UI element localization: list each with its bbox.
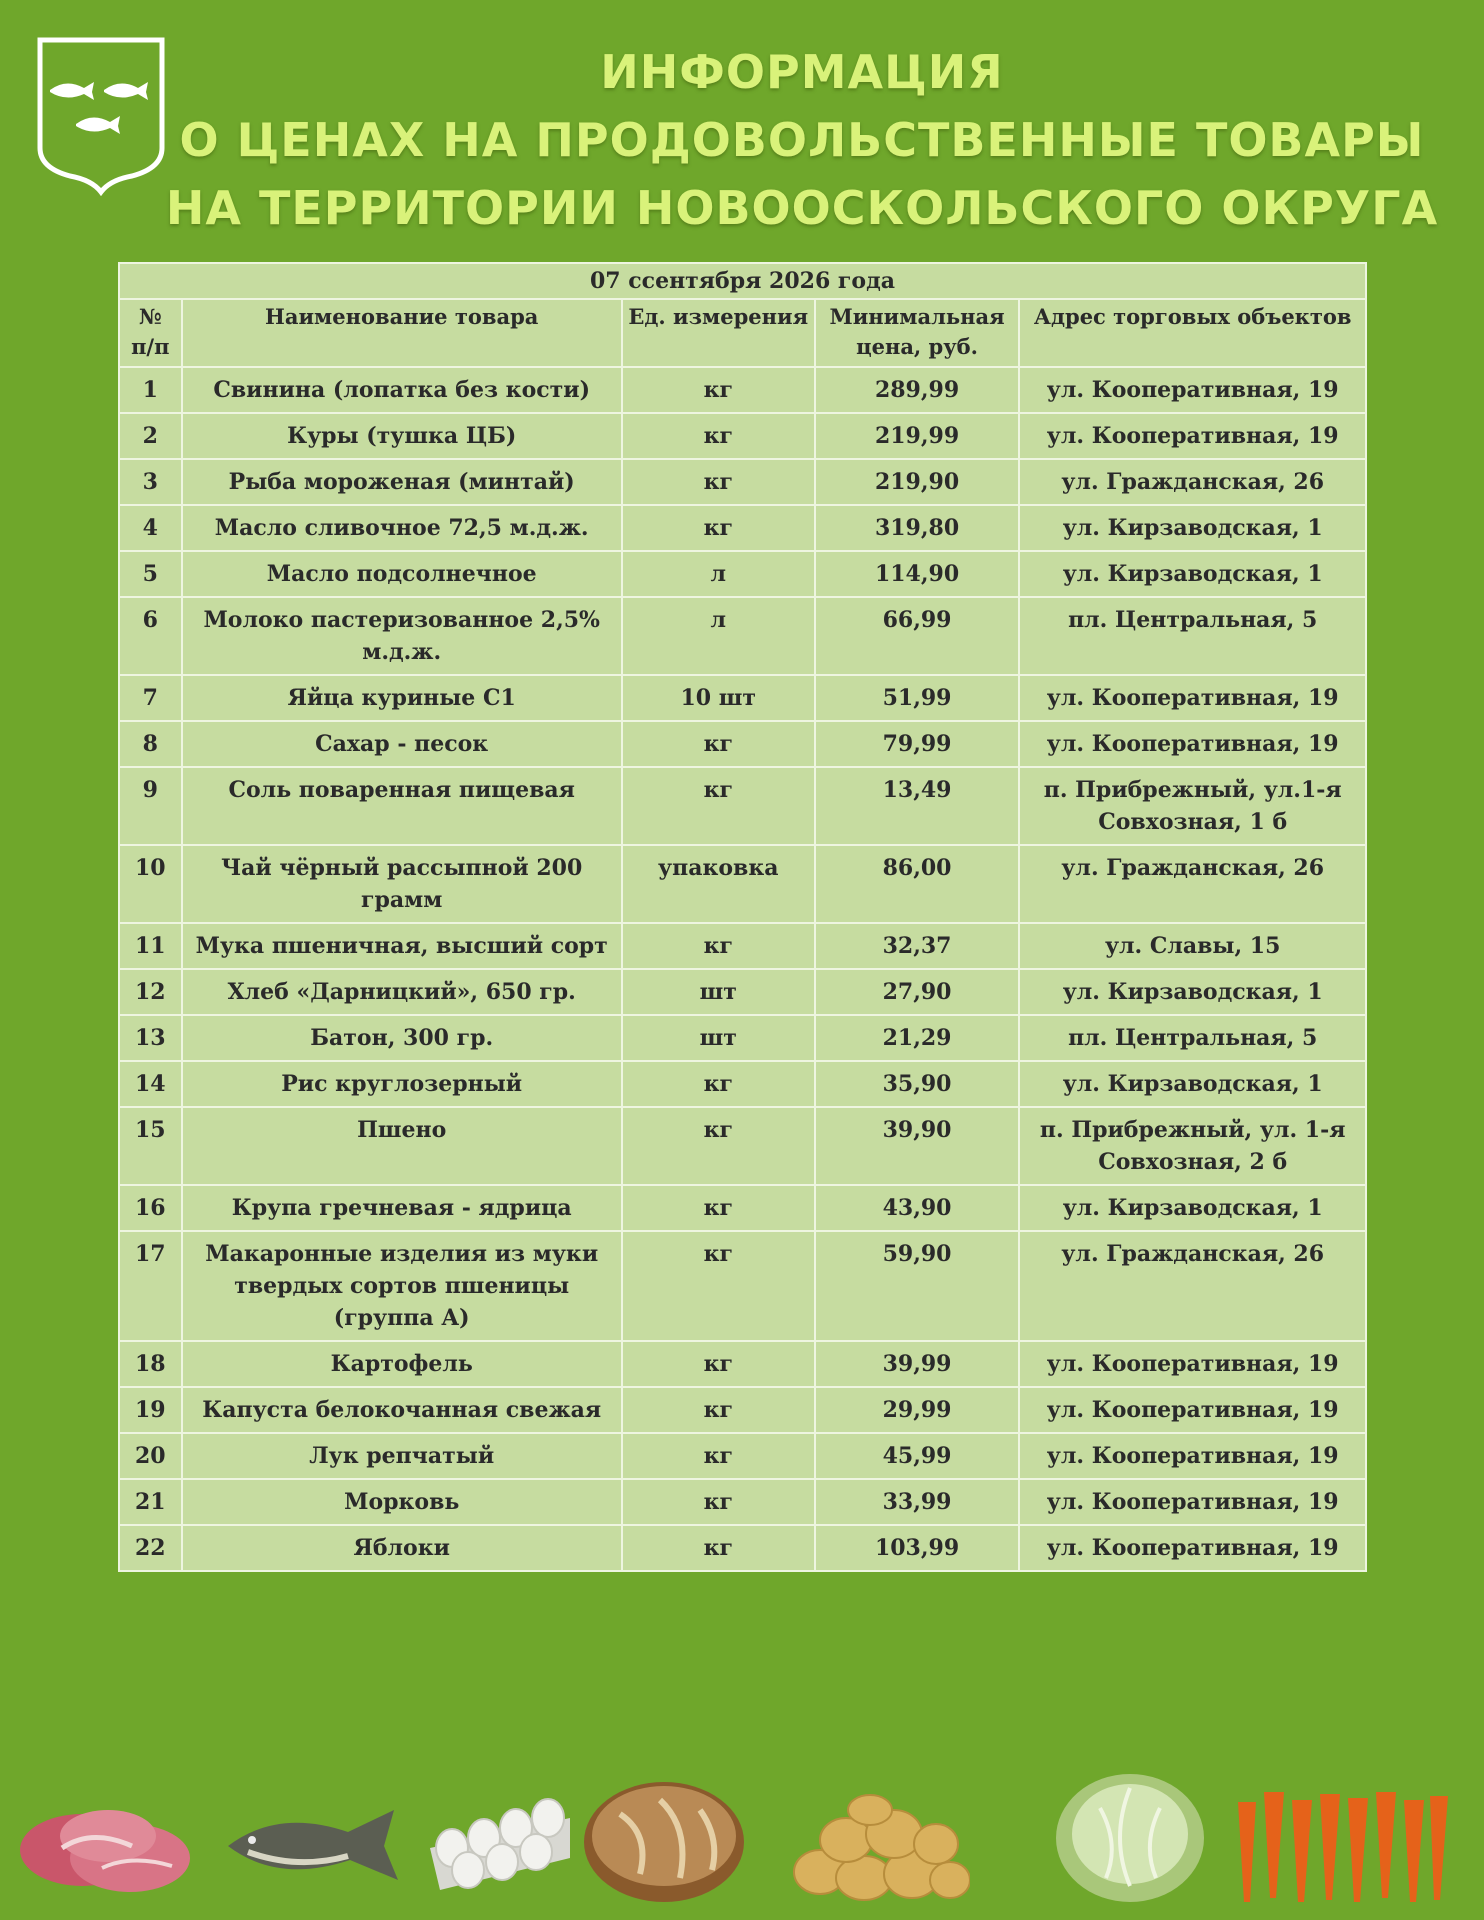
cell-address: пл. Центральная, 5: [1019, 597, 1366, 675]
column-header-number: № п/п: [119, 299, 182, 367]
table-row: [119, 551, 1366, 597]
cell-unit: кг: [622, 923, 815, 969]
table-row: [119, 1341, 1366, 1387]
cell-price: 27,90: [815, 969, 1020, 1015]
cell-unit: кг: [622, 1107, 815, 1185]
cell-price: 32,37: [815, 923, 1020, 969]
cell-unit: л: [622, 597, 815, 675]
price-table: [118, 262, 1367, 1572]
table-row: [119, 459, 1366, 505]
cell-price: 43,90: [815, 1185, 1020, 1231]
cell-number: 3: [119, 459, 182, 505]
bread-icon: [580, 1774, 748, 1906]
cell-price: 79,99: [815, 721, 1020, 767]
cell-unit: шт: [622, 1015, 815, 1061]
cell-name: Хлеб «Дарницкий», 650 гр.: [182, 969, 622, 1015]
cell-price: 103,99: [815, 1525, 1020, 1571]
cell-unit: л: [622, 551, 815, 597]
cell-address: ул. Гражданская, 26: [1019, 459, 1366, 505]
cell-number: 1: [119, 367, 182, 413]
cell-number: 12: [119, 969, 182, 1015]
table-row: [119, 1525, 1366, 1571]
table-row: [119, 767, 1366, 845]
table-row: [119, 1387, 1366, 1433]
table-row: [119, 1015, 1366, 1061]
cell-number: 20: [119, 1433, 182, 1479]
cell-name: Рис круглозерный: [182, 1061, 622, 1107]
column-header-address: Адрес торговых объектов: [1019, 299, 1366, 367]
cell-price: 21,29: [815, 1015, 1020, 1061]
table-row: [119, 1231, 1366, 1341]
cell-number: 16: [119, 1185, 182, 1231]
cell-unit: шт: [622, 969, 815, 1015]
cell-price: 219,90: [815, 459, 1020, 505]
table-row: [119, 845, 1366, 923]
cell-address: ул. Кооперативная, 19: [1019, 1341, 1366, 1387]
cell-address: ул. Кирзаводская, 1: [1019, 1061, 1366, 1107]
table-row: [119, 505, 1366, 551]
cell-name: Куры (тушка ЦБ): [182, 413, 622, 459]
cell-price: 51,99: [815, 675, 1020, 721]
cell-price: 35,90: [815, 1061, 1020, 1107]
cell-price: 33,99: [815, 1479, 1020, 1525]
cell-unit: кг: [622, 1061, 815, 1107]
cell-name: Пшено: [182, 1107, 622, 1185]
cell-unit: кг: [622, 721, 815, 767]
column-header-unit: Ед. измерения: [622, 299, 815, 367]
title-line-1: ИНФОРМАЦИЯ: [600, 45, 1004, 99]
cell-address: п. Прибрежный, ул.1-я Совхозная, 1 б: [1019, 767, 1366, 845]
table-row: [119, 597, 1366, 675]
cell-name: Масло сливочное 72,5 м.д.ж.: [182, 505, 622, 551]
cell-price: 59,90: [815, 1231, 1020, 1341]
title-line-2: О ЦЕНАХ НА ПРОДОВОЛЬСТВЕННЫЕ ТОВАРЫ: [179, 113, 1425, 167]
cell-name: Морковь: [182, 1479, 622, 1525]
cell-address: ул. Кооперативная, 19: [1019, 1387, 1366, 1433]
cell-number: 7: [119, 675, 182, 721]
cell-name: Соль поваренная пищевая: [182, 767, 622, 845]
cell-unit: кг: [622, 505, 815, 551]
cell-address: ул. Кирзаводская, 1: [1019, 1185, 1366, 1231]
food-images-strip: [0, 1758, 1484, 1908]
cell-address: ул. Кирзаводская, 1: [1019, 551, 1366, 597]
cell-price: 39,90: [815, 1107, 1020, 1185]
cell-name: Яблоки: [182, 1525, 622, 1571]
table-row: [119, 1107, 1366, 1185]
column-header-price: Минимальная цена, руб.: [815, 299, 1020, 367]
meat-icon: [12, 1788, 204, 1898]
cell-name: Яйца куриные С1: [182, 675, 622, 721]
cell-name: Чай чёрный рассыпной 200 грамм: [182, 845, 622, 923]
fish-icon: [218, 1798, 414, 1888]
cell-name: Сахар - песок: [182, 721, 622, 767]
cell-name: Мука пшеничная, высший сорт: [182, 923, 622, 969]
table-row: [119, 721, 1366, 767]
cell-address: ул. Кооперативная, 19: [1019, 1525, 1366, 1571]
table-row: [119, 969, 1366, 1015]
cell-address: ул. Славы, 15: [1019, 923, 1366, 969]
price-table-container: [118, 262, 1367, 1572]
table-row: [119, 1433, 1366, 1479]
cell-unit: упаковка: [622, 845, 815, 923]
cell-address: ул. Кирзаводская, 1: [1019, 969, 1366, 1015]
page-title: [150, 38, 1454, 242]
cell-address: пл. Центральная, 5: [1019, 1015, 1366, 1061]
cell-address: ул. Гражданская, 26: [1019, 845, 1366, 923]
cell-price: 39,99: [815, 1341, 1020, 1387]
cell-number: 2: [119, 413, 182, 459]
table-row: [119, 1185, 1366, 1231]
cell-unit: кг: [622, 1231, 815, 1341]
table-date-row: [119, 263, 1366, 299]
cabbage-icon: [1050, 1758, 1208, 1908]
cell-unit: кг: [622, 413, 815, 459]
column-header-name: Наименование товара: [182, 299, 622, 367]
cell-number: 21: [119, 1479, 182, 1525]
table-date: 07 ссентября 2026 года: [119, 263, 1366, 299]
cell-address: ул. Кирзаводская, 1: [1019, 505, 1366, 551]
cell-number: 10: [119, 845, 182, 923]
table-row: [119, 413, 1366, 459]
table-row: [119, 1061, 1366, 1107]
cell-unit: кг: [622, 459, 815, 505]
cell-number: 14: [119, 1061, 182, 1107]
table-row: [119, 923, 1366, 969]
cell-price: 29,99: [815, 1387, 1020, 1433]
cell-number: 22: [119, 1525, 182, 1571]
table-body: [119, 367, 1366, 1571]
cell-number: 8: [119, 721, 182, 767]
cell-name: Рыба мороженая (минтай): [182, 459, 622, 505]
carrots-icon: [1226, 1782, 1458, 1904]
cell-unit: кг: [622, 1433, 815, 1479]
cell-number: 6: [119, 597, 182, 675]
cell-price: 114,90: [815, 551, 1020, 597]
cell-price: 86,00: [815, 845, 1020, 923]
cell-unit: 10 шт: [622, 675, 815, 721]
cell-address: ул. Кооперативная, 19: [1019, 1479, 1366, 1525]
cell-address: ул. Гражданская, 26: [1019, 1231, 1366, 1341]
cell-address: ул. Кооперативная, 19: [1019, 675, 1366, 721]
table-row: [119, 1479, 1366, 1525]
coat-of-arms-fish-icon: [36, 36, 166, 196]
cell-number: 17: [119, 1231, 182, 1341]
cell-name: Масло подсолнечное: [182, 551, 622, 597]
cell-number: 5: [119, 551, 182, 597]
table-row: [119, 367, 1366, 413]
cell-name: Макаронные изделия из муки твердых сортов пшеницы (группа А): [182, 1231, 622, 1341]
cell-unit: кг: [622, 367, 815, 413]
cell-address: ул. Кооперативная, 19: [1019, 367, 1366, 413]
cell-unit: кг: [622, 1185, 815, 1231]
cell-price: 45,99: [815, 1433, 1020, 1479]
cell-number: 4: [119, 505, 182, 551]
cell-name: Крупа гречневая - ядрица: [182, 1185, 622, 1231]
cell-unit: кг: [622, 1525, 815, 1571]
cell-price: 219,99: [815, 413, 1020, 459]
cell-unit: кг: [622, 767, 815, 845]
cell-name: Капуста белокочанная свежая: [182, 1387, 622, 1433]
cell-number: 13: [119, 1015, 182, 1061]
cell-address: ул. Кооперативная, 19: [1019, 413, 1366, 459]
table-header-row: [119, 299, 1366, 367]
potatoes-icon: [790, 1794, 970, 1904]
cell-price: 66,99: [815, 597, 1020, 675]
cell-name: Батон, 300 гр.: [182, 1015, 622, 1061]
cell-price: 13,49: [815, 767, 1020, 845]
cell-unit: кг: [622, 1341, 815, 1387]
cell-name: Свинина (лопатка без кости): [182, 367, 622, 413]
cell-address: ул. Кооперативная, 19: [1019, 721, 1366, 767]
cell-price: 319,80: [815, 505, 1020, 551]
cell-number: 19: [119, 1387, 182, 1433]
cell-address: п. Прибрежный, ул. 1-я Совхозная, 2 б: [1019, 1107, 1366, 1185]
cell-unit: кг: [622, 1479, 815, 1525]
cell-name: Лук репчатый: [182, 1433, 622, 1479]
cell-number: 15: [119, 1107, 182, 1185]
cell-name: Картофель: [182, 1341, 622, 1387]
cell-name: Молоко пастеризованное 2,5% м.д.ж.: [182, 597, 622, 675]
cell-number: 11: [119, 923, 182, 969]
cell-number: 9: [119, 767, 182, 845]
table-row: [119, 675, 1366, 721]
cell-price: 289,99: [815, 367, 1020, 413]
cell-number: 18: [119, 1341, 182, 1387]
cell-address: ул. Кооперативная, 19: [1019, 1433, 1366, 1479]
cell-unit: кг: [622, 1387, 815, 1433]
title-line-3: НА ТЕРРИТОРИИ НОВООСКОЛЬСКОГО ОКРУГА: [165, 181, 1439, 235]
eggs-icon: [420, 1778, 580, 1898]
